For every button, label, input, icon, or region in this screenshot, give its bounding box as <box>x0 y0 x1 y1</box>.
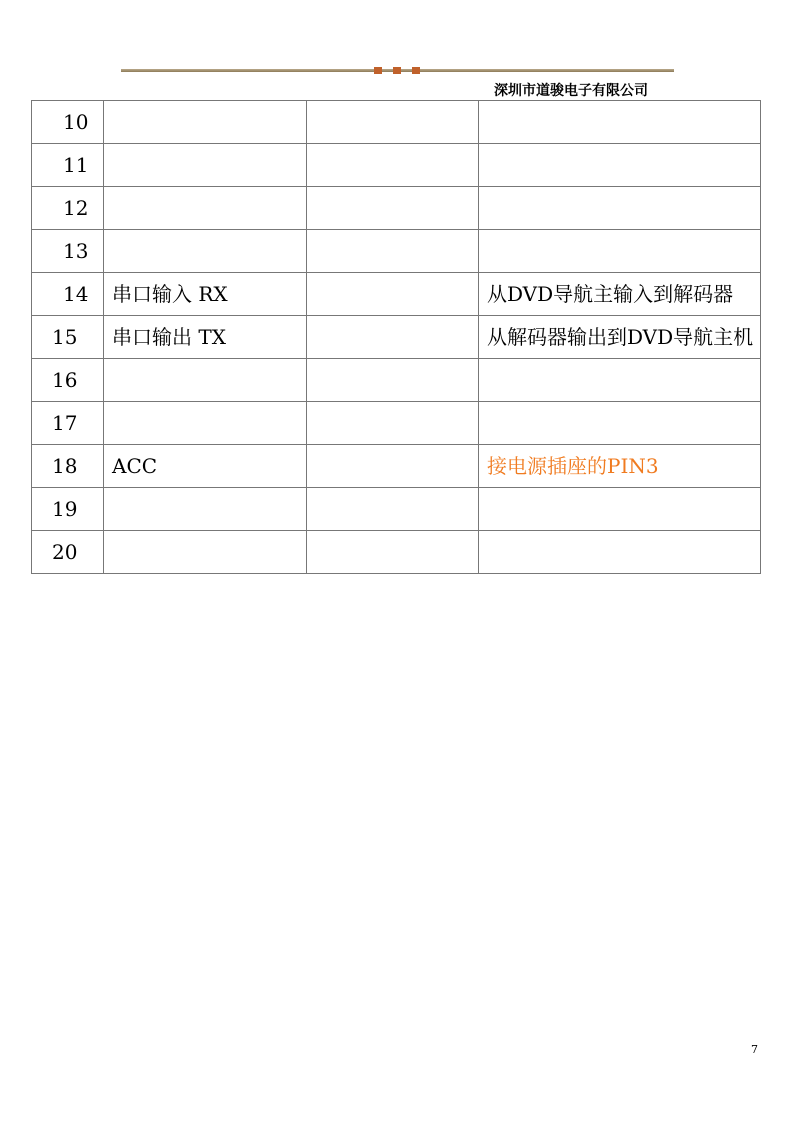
pin-number: 19 <box>52 497 78 521</box>
header-ornament-dot <box>393 67 401 74</box>
pin-number: 17 <box>52 411 78 435</box>
pin-name: 串口输出 TX <box>112 325 226 349</box>
table-row <box>32 531 761 574</box>
pin-description: 从解码器输出到DVD导航主机 <box>487 325 754 349</box>
pin-number: 15 <box>52 325 78 349</box>
table-row <box>32 273 761 316</box>
pin-number: 14 <box>63 282 89 306</box>
pin-description: 从DVD导航主输入到解码器 <box>487 282 734 306</box>
table-row <box>32 101 761 144</box>
table-row <box>32 445 761 488</box>
page-number: 7 <box>751 1043 758 1056</box>
table-row <box>32 359 761 402</box>
pin-number: 12 <box>63 196 89 220</box>
pin-number: 16 <box>52 368 78 392</box>
header-ornament-dot <box>374 67 382 74</box>
pin-name: 串口输入 RX <box>112 282 228 306</box>
pin-number: 11 <box>63 153 89 177</box>
pin-name: ACC <box>112 454 158 478</box>
table-row <box>32 402 761 445</box>
table-row <box>32 230 761 273</box>
header-ornament-dot <box>412 67 420 74</box>
pin-number: 13 <box>63 239 89 263</box>
table-row <box>32 316 761 359</box>
table-row <box>32 488 761 531</box>
pin-number: 10 <box>63 110 89 134</box>
pin-number: 18 <box>52 454 78 478</box>
pin-description: 接电源插座的PIN3 <box>487 454 659 478</box>
table-row <box>32 187 761 230</box>
pin-number: 20 <box>52 540 78 564</box>
company-name: 深圳市道骏电子有限公司 <box>494 83 648 99</box>
table-row <box>32 144 761 187</box>
pin-table <box>31 100 761 574</box>
